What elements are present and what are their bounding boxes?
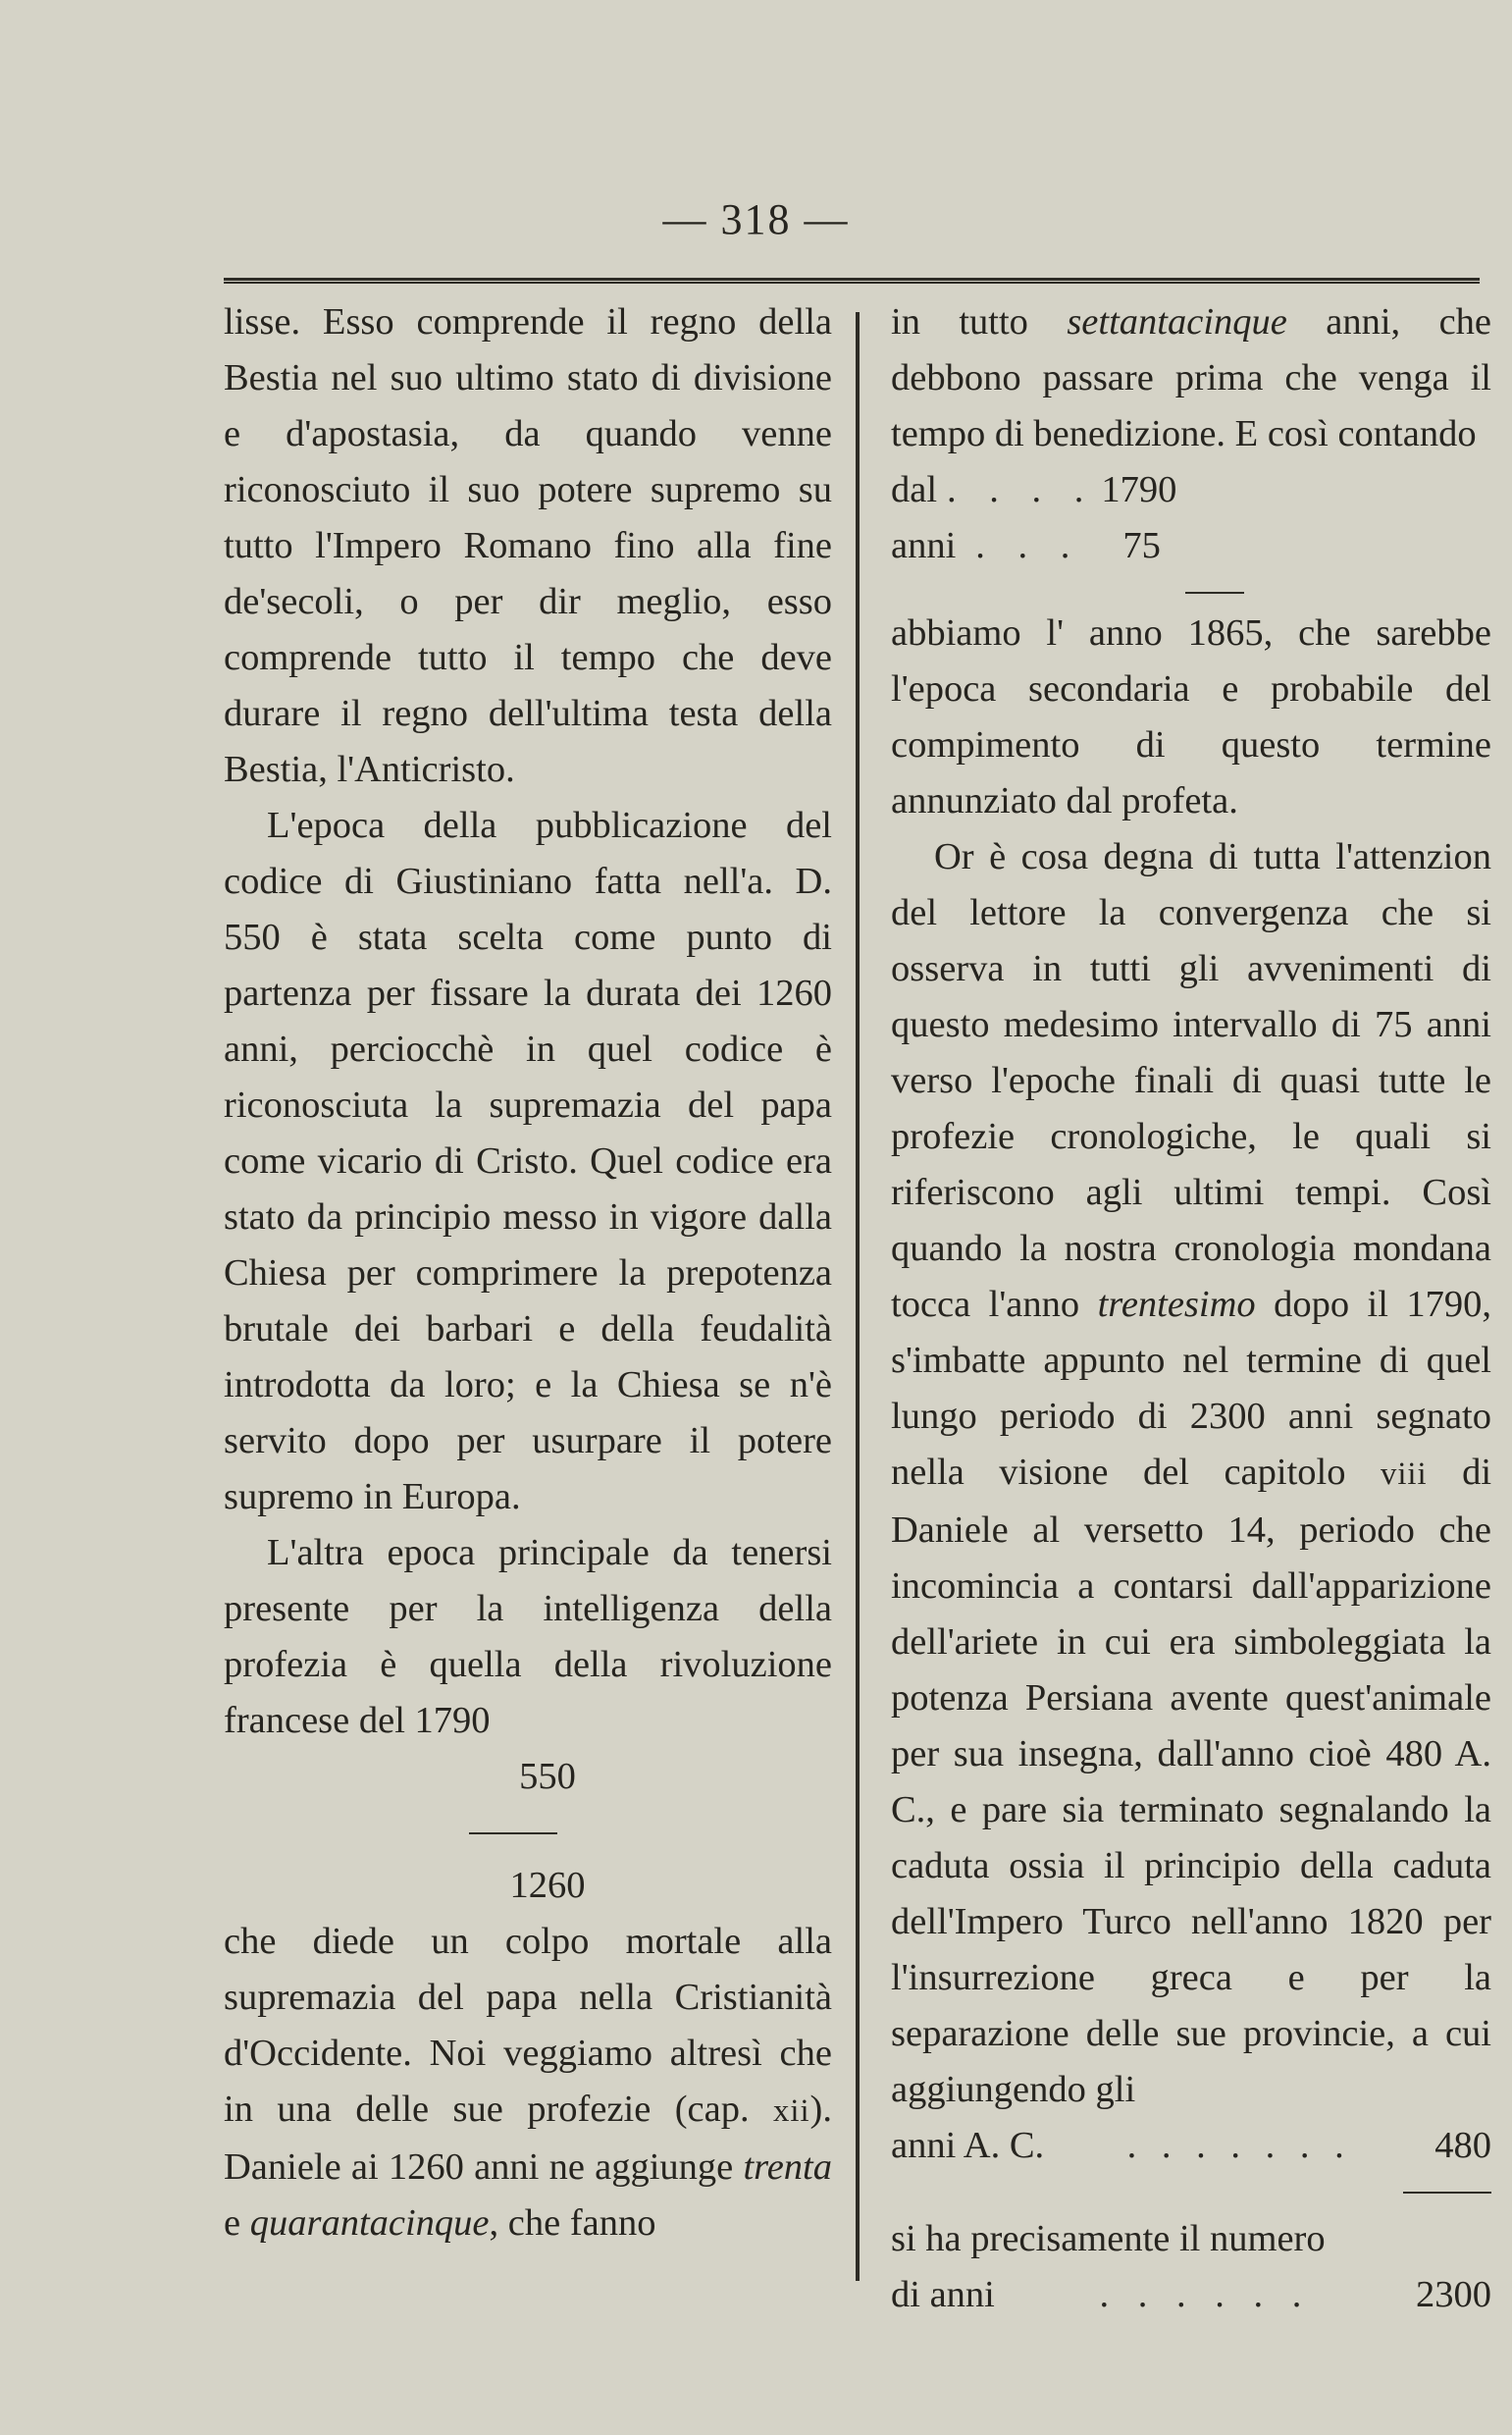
final-dots: . . . . . . (1099, 2274, 1312, 2315)
para4-and: e (224, 2202, 241, 2244)
calc-row-anni-ac (891, 2118, 1491, 2174)
chapter-numeral-viii: viii (1380, 1456, 1428, 1492)
r-para3-end: di Daniele al versetto 14, periodo che incomincia a contarsi dall'apparizione dell'ariete in cui era simboleggiata la potenza Persiana avente quest'animale per sua insegna, dall'anno cioè 480 A. C., e pare sia terminato segnalando la caduta ossia il principio della caduta dell'Impero Turco nell'anno 1820 per l'insurrezione greca e per la separazione delle sue provincie, a cui aggiungendo gli (891, 1452, 1492, 2110)
italic-trentesimo: trentesimo (1097, 1284, 1256, 1325)
calc3-value: 480 (1434, 2125, 1491, 2166)
calc-subtrahend: 550 (519, 1756, 576, 1797)
calc2-dots: . . . (975, 525, 1082, 566)
calc-rule (469, 1832, 557, 1834)
calc2-label: anni (891, 525, 957, 566)
r-para1-start: in tutto (891, 301, 1028, 343)
right-paragraph-1 (891, 294, 1491, 462)
r-para1-end: anni, che debbono passare prima che venga il tempo di benedizione. E così contando (891, 301, 1491, 454)
left-paragraph-4 (224, 1914, 832, 2251)
sum-rule (1403, 2192, 1491, 2194)
calc-row-dal (891, 462, 1491, 518)
final-label: di anni (891, 2274, 995, 2315)
calc3-dots: . . . . . . . (1126, 2125, 1352, 2166)
calc-row-total (891, 2267, 1491, 2323)
right-column (891, 294, 1491, 2323)
para4-mid: ). Daniele ai 1260 anni ne aggiunge (224, 2089, 832, 2188)
page-number: — 318 — (662, 195, 850, 243)
chapter-numeral: xii (773, 2093, 810, 2129)
left-paragraph-1: lisse. Esso comprende il regno della Bestia nel suo ultimo stato di divisione e d'apostasia, da quando venne riconosciuto il suo potere supremo su tutto l'Impero Romano fino alla fine de'secoli, o per dir meglio, esso comprende tutto il tempo che deve durare il regno dell'ultima testa della Bestia, l'Anticristo. (224, 301, 832, 790)
calc1-dots: . . . . (947, 469, 1096, 510)
calc1-value: 1790 (1101, 469, 1177, 510)
right-paragraph-3 (891, 829, 1491, 2118)
calc-row-anni (891, 518, 1491, 574)
italic-trenta: trenta (743, 2146, 832, 2188)
calc1-label: dal (891, 469, 938, 510)
r-para3-start: Or è cosa degna di tutta l'attenzion del lettore la convergenza che si osserva in tutti gli avvenimenti di questo medesimo intervallo di 75 anni verso l'epoche finali di quasi tutte le profezie cronologiche, le quali si riferiscono agli ultimi tempi. Così quando la nostra cronologia mondana tocca l'anno (891, 836, 1491, 1325)
final-value: 2300 (1415, 2274, 1491, 2315)
para4-start: che diede un colpo mortale alla supremazia del papa nella Cristianità d'Occidente. Noi veggiamo altresì che in una delle sue profezie (cap. (224, 1921, 832, 2130)
final-text: si ha precisamente il numero (891, 2218, 1326, 2259)
column-divider (856, 312, 860, 2281)
left-paragraph-2: L'epoca della pubblicazione del codice di Giustiniano fatta nell'a. D. 550 è stata scelta come punto di partenza per fissare la durata dei 1260 anni, perciocchè in quel codice è riconosciuta la supremazia del papa come vicario di Cristo. Quel codice era stato da principio messo in vigore dalla Chiesa per comprimere la prepotenza brutale dei barbari e della feudalità introdotta da loro; e la Chiesa se n'è servito dopo per usurpare il potere supremo in Europa. (224, 805, 832, 1517)
r-para3-mid: dopo il 1790, s'imbatte appunto nel termine di quel lungo periodo di 2300 anni segnato nella visione del capitolo (891, 1284, 1491, 1493)
right-paragraph-2: abbiamo l' anno 1865, che sarebbe l'epoca secondaria e probabile del compimento di questo termine annunziato dal profeta. (891, 612, 1491, 821)
calc3-label: anni A. C. (891, 2125, 1045, 2166)
left-column (224, 294, 832, 2251)
italic-settantacinque: settantacinque (1067, 301, 1287, 343)
para4-end: , che fanno (489, 2202, 656, 2244)
calc-rule-right (1185, 592, 1244, 594)
left-paragraph-3: L'altra epoca principale da tenersi presente per la intelligenza della profezia è quella della rivoluzione francese del 1790 (224, 1532, 832, 1741)
calc-result: 1260 (509, 1865, 586, 1906)
calc2-value: 75 (1122, 525, 1161, 566)
header-double-rule (224, 278, 1480, 284)
italic-quarantacinque: quarantacinque (249, 2202, 490, 2244)
